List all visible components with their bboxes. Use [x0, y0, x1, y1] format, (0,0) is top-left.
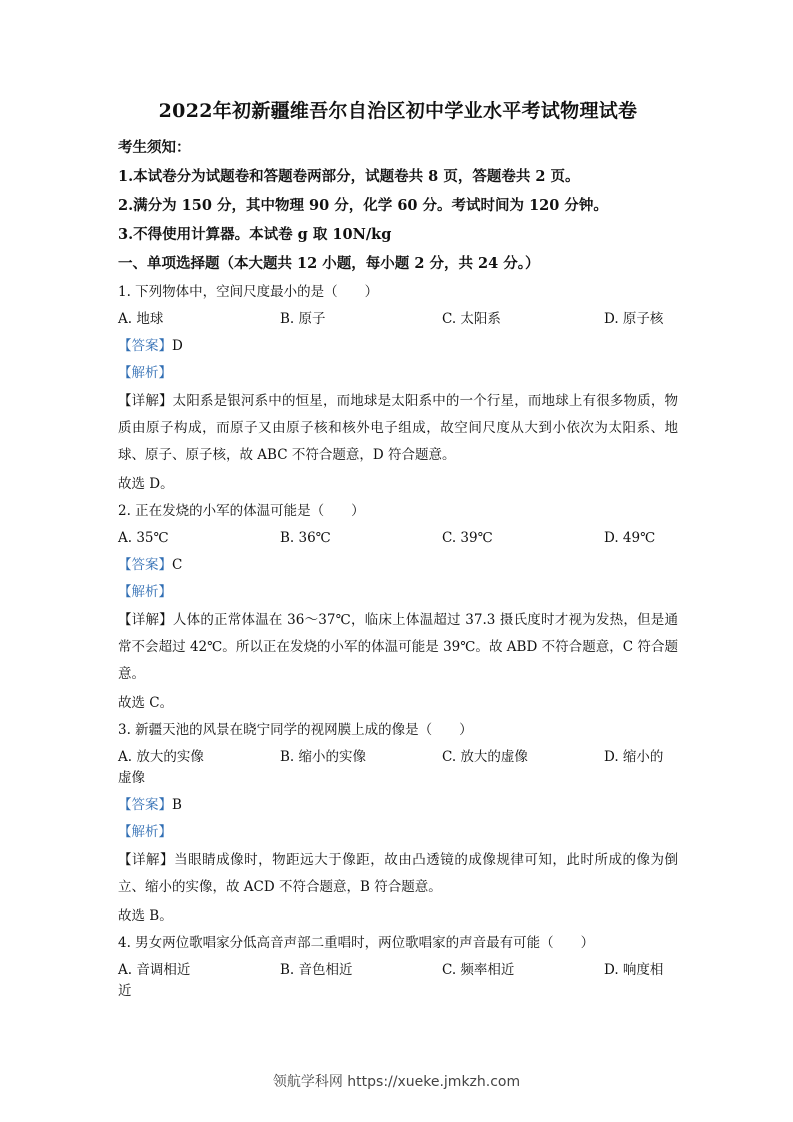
detail-paragraph: [118, 847, 678, 901]
answer-line: [118, 796, 678, 814]
analysis-label: 【解析】: [118, 584, 172, 600]
detail-text: 太阳系是银河系中的恒星，而地球是太阳系中的一个行星，而地球上有很多物质，物质由原子构成，而原子又由原子核和核外电子组成，故空间尺度从大到小依次为太阳系、地球、原子、原子核，故 ABC 不符合题意，D 符合题意。: [118, 393, 679, 463]
question-4: [118, 934, 678, 1000]
answer-line: [118, 556, 678, 574]
page-title: 2022年初新疆维吾尔自治区初中学业水平考试物理试卷: [158, 100, 638, 122]
question-stem: 3. 新疆天池的风景在晓宁同学的视网膜上成的像是（ ）: [118, 722, 473, 738]
notice-heading: 考生须知：: [118, 139, 191, 156]
conclusion: 故选 C。: [118, 695, 174, 711]
options-row: [118, 310, 678, 328]
analysis-label: 【解析】: [118, 824, 172, 840]
option-c: C. 太阳系: [442, 311, 501, 327]
answer-line: [118, 337, 678, 355]
conclusion: 故选 D。: [118, 476, 174, 492]
option-b: B. 原子: [280, 311, 326, 327]
conclusion: 故选 B。: [118, 908, 173, 924]
option-d: D. 原子核: [604, 311, 664, 327]
question-stem: 4. 男女两位歌唱家分低高音声部二重唱时，两位歌唱家的声音最有可能（ ）: [118, 935, 595, 951]
answer-value: D: [172, 338, 183, 354]
exam-page: [118, 96, 678, 1009]
analysis-line: [118, 823, 678, 841]
answer-value: B: [172, 797, 182, 813]
option-a: A. 放大的实像: [118, 749, 204, 765]
question-1: [118, 283, 678, 493]
question-3: [118, 721, 678, 925]
analysis-label: 【解析】: [118, 365, 172, 381]
analysis-line: [118, 583, 678, 601]
notice-item-3: 3.不得使用计算器。本试卷 g 取 10N/kg: [118, 226, 392, 243]
option-c: C. 放大的虚像: [442, 749, 528, 765]
notice-item-2: 2.满分为 150 分，其中物理 90 分，化学 60 分。考试时间为 120 分钟。: [118, 197, 608, 214]
question-2: [118, 502, 678, 712]
answer-label: 【答案】: [118, 797, 172, 813]
option-d: D. 响度相: [604, 962, 664, 978]
detail-label: 【详解】: [118, 612, 173, 628]
option-a: A. 地球: [118, 311, 164, 327]
answer-label: 【答案】: [118, 557, 172, 573]
question-stem: 1. 下列物体中，空间尺度最小的是（ ）: [118, 284, 379, 300]
option-a: A. 35℃: [118, 530, 169, 546]
option-d: D. 49℃: [604, 530, 656, 546]
detail-text: 当眼睛成像时，物距远大于像距，故由凸透镜的成像规律可知，此时所成的像为倒立、缩小的实像，故 ACD 不符合题意，B 符合题意。: [118, 852, 679, 895]
option-b: B. 缩小的实像: [280, 749, 367, 765]
analysis-line: [118, 364, 678, 382]
detail-text: 人体的正常体温在 36～37℃，临床上体温超过 37.3 摄氏度时才视为发热，但是通常不会超过 42℃。所以正在发烧的小军的体温可能是 39℃。故 ABD 不符合题意，C 符合题意。: [118, 612, 679, 682]
detail-paragraph: [118, 607, 678, 688]
option-d: D. 缩小的: [604, 749, 664, 765]
option-c: C. 39℃: [442, 530, 493, 546]
detail-label: 【详解】: [118, 393, 173, 409]
option-b: B. 音色相近: [280, 962, 353, 978]
option-d-continuation: 虚像: [118, 770, 145, 786]
answer-label: 【答案】: [118, 338, 172, 354]
detail-label: 【详解】: [118, 852, 175, 868]
option-d-continuation: 近: [118, 983, 132, 999]
option-c: C. 频率相近: [442, 962, 515, 978]
option-b: B. 36℃: [280, 530, 331, 546]
options-row: [118, 529, 678, 547]
notice-item-1: 1.本试卷分为试题卷和答题卷两部分，试题卷共 8 页，答题卷共 2 页。: [118, 168, 580, 185]
footer-watermark: 领航学科网 https://xueke.jmkzh.com: [272, 1074, 521, 1090]
answer-value: C: [172, 557, 183, 573]
options-row: [118, 961, 678, 979]
option-a: A. 音调相近: [118, 962, 191, 978]
options-row: [118, 748, 678, 766]
detail-paragraph: [118, 388, 678, 469]
section-heading: 一、单项选择题（本大题共 12 小题，每小题 2 分，共 24 分。）: [118, 255, 540, 272]
question-stem: 2. 正在发烧的小军的体温可能是（ ）: [118, 503, 365, 519]
